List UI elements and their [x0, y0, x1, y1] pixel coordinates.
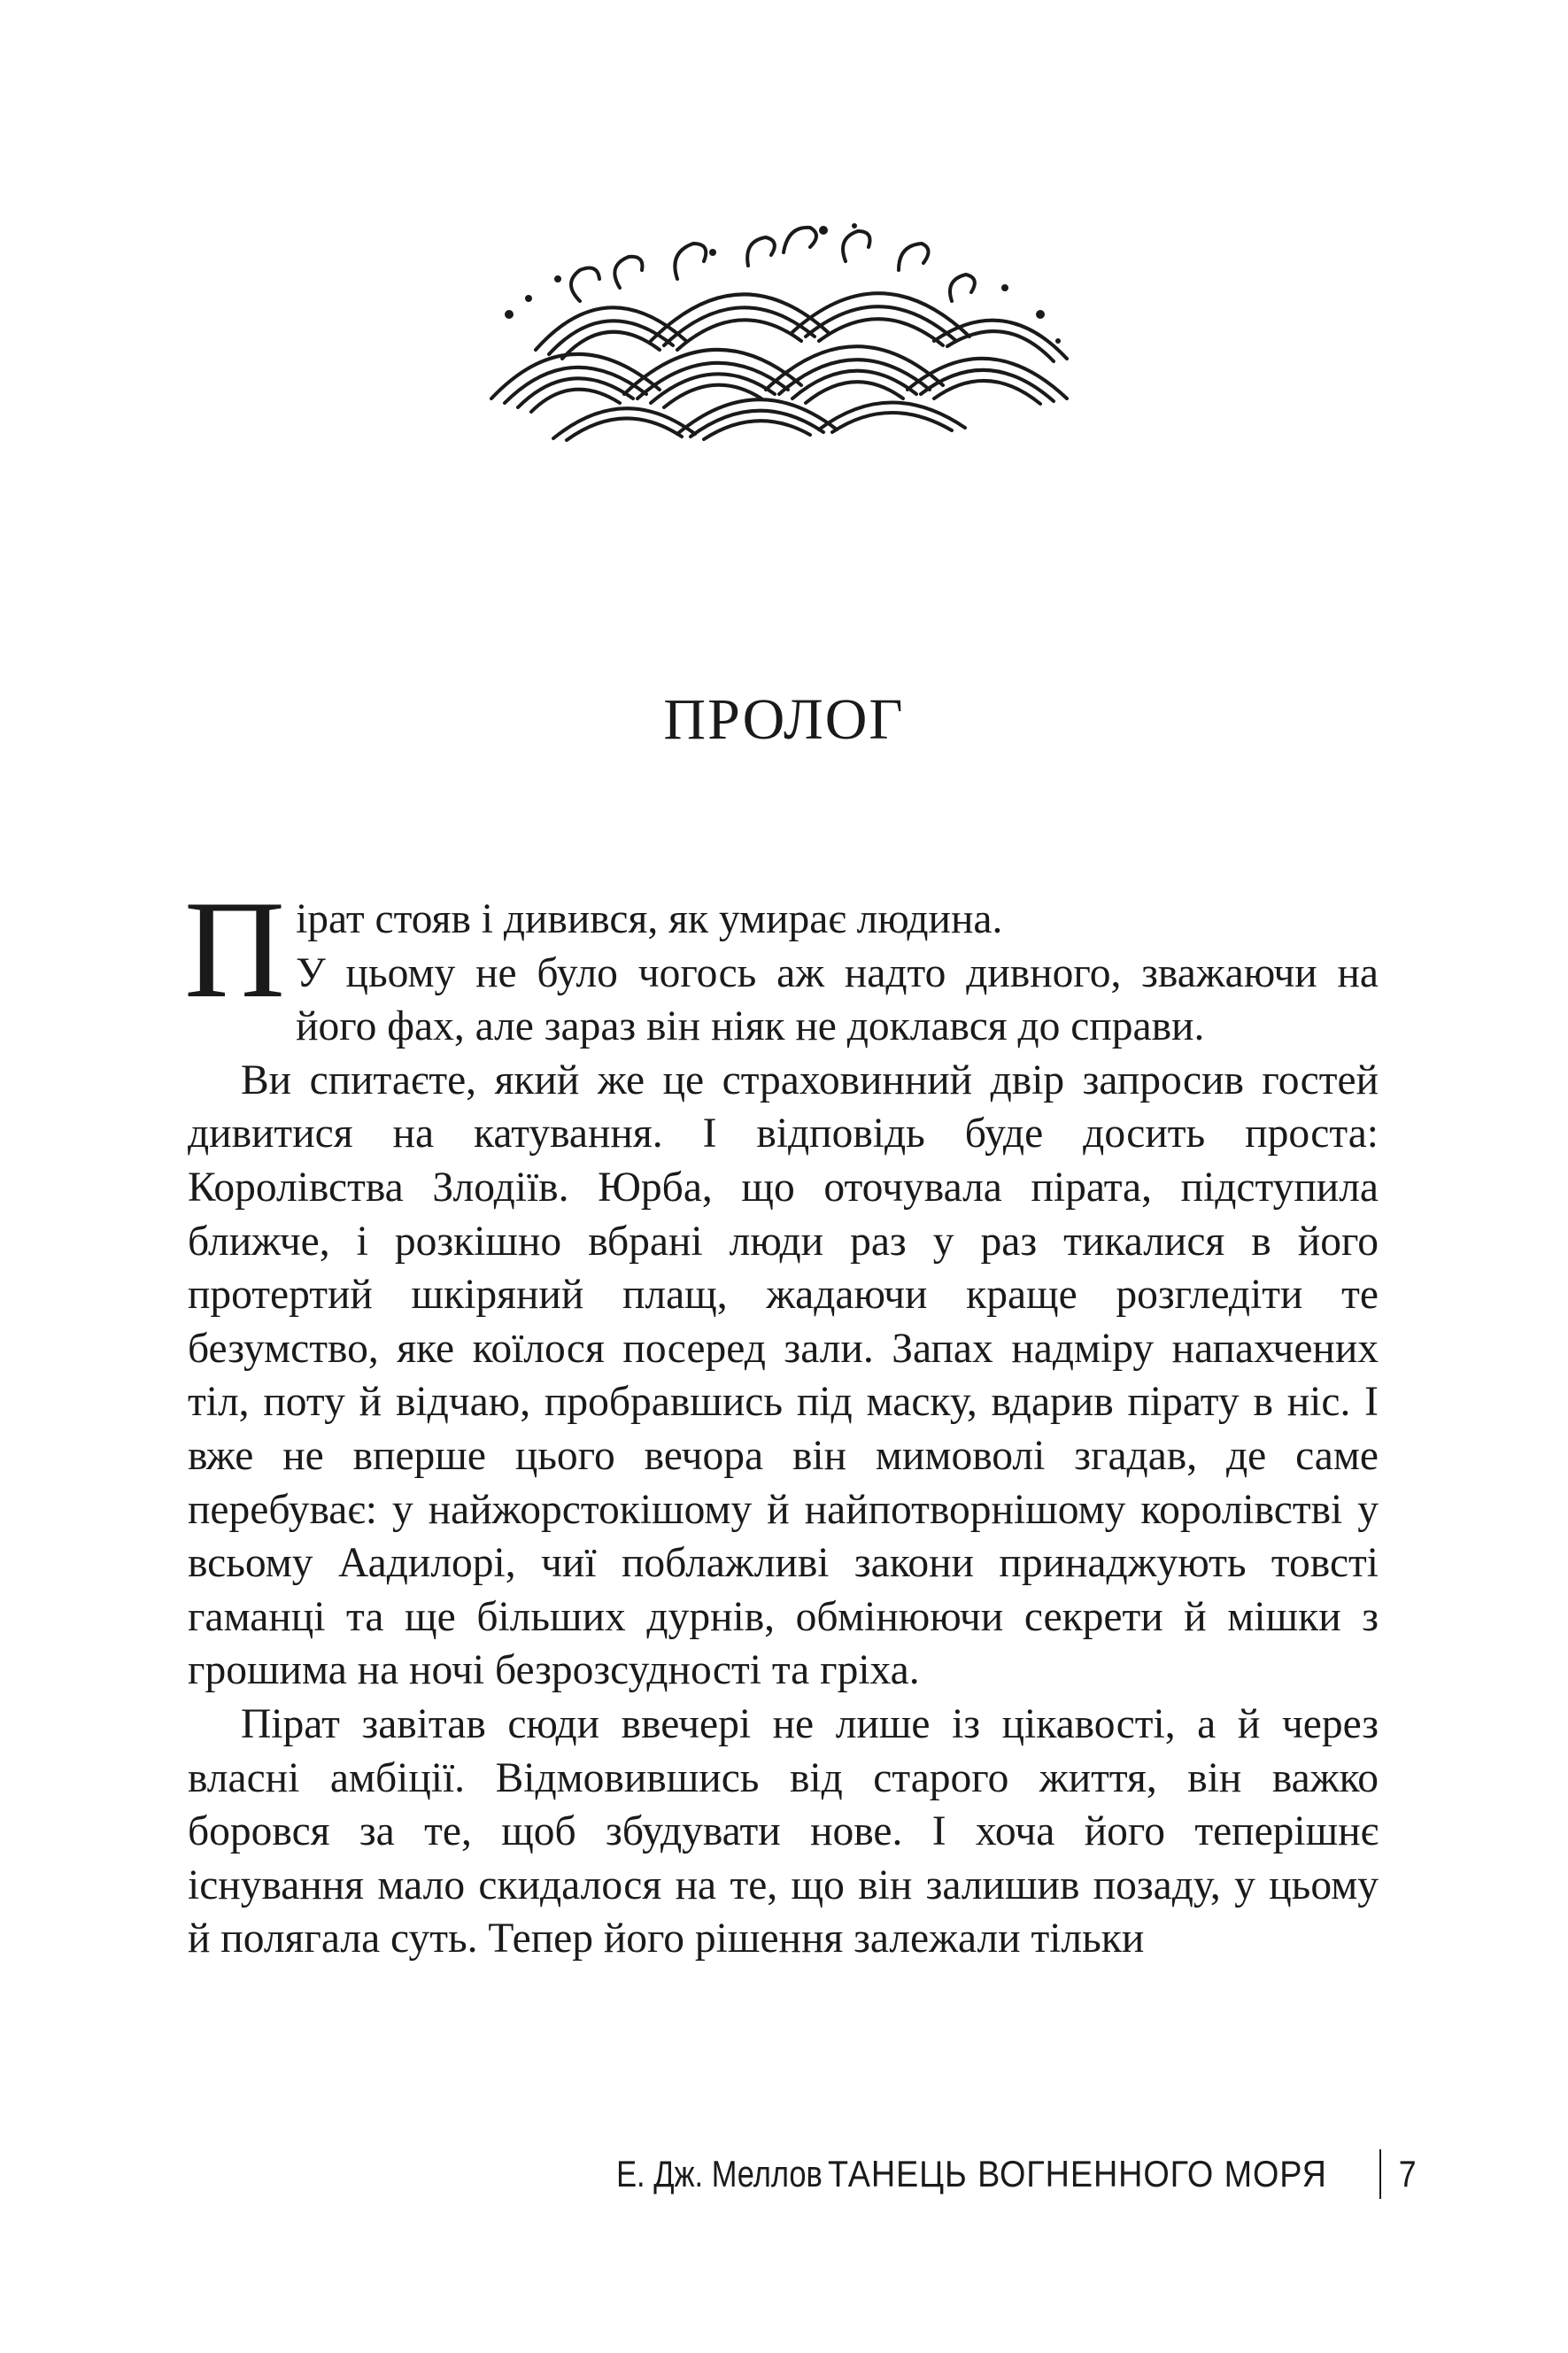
chapter-body: [184, 872, 1379, 1966]
footer-author: Е. Дж. Меллов: [616, 2153, 823, 2194]
paragraph-4: Пірат завітав сюди ввечері не лише із цікавості, а й через власні амбіції. Відмовившись від старого життя, він важко боровся за те, щоб збудувати нове. І хоча його теперішнє існування мало скидалося на те, що він залишив позаду, у цьому й полягала суть. Тепер його рішення залежали тільки: [188, 1700, 1379, 1962]
footer-book-title: ТАНЕЦЬ ВОГНЕННОГО МОРЯ: [828, 2153, 1327, 2194]
paragraph-1-text: ірат стояв і дивився, як умирає людина.: [296, 896, 1003, 942]
page-number: 7: [1398, 2153, 1417, 2194]
paragraph-1: [184, 872, 1379, 1054]
paragraph-3: Ви спитаєте, який же це страховинний двір запросив гостей дивитися на катування. І відповідь буде досить проста: Королівства Злодіїв. Юрба, що оточувала пірата, підступила ближче, і розкішно вбрані люди раз у раз тикалися в його протертий шкіряний плащ, жадаючи краще розгледіти те безумство, яке коїлося посеред зали. Запах надміру напахчених тіл, поту й відчаю, пробравшись під маску, вдарив пірату в ніс. І вже не вперше цього вечора він мимоволі згадав, де саме перебуває: у найжорстокішому й найпотворнішому королівстві у всьому Аадилорі, чиї поблажливі закони принаджують товсті гаманці та ще більших дурнів, обмінюючи секрети й мішки з грошима на ночі безрозсудності та гріха.: [188, 1057, 1379, 1694]
running-footer: [571, 2143, 1417, 2205]
waves-ornament-icon: [474, 217, 1085, 456]
paragraph-2-text: У цьому не було чогось аж надто дивного, зважаючи на його фах, але зараз він ніяк не доклався до справи.: [296, 949, 1379, 1050]
drop-cap: П: [184, 872, 286, 1027]
chapter-title: ПРОЛОГ: [663, 687, 905, 752]
footer-divider: [1379, 2149, 1381, 2199]
